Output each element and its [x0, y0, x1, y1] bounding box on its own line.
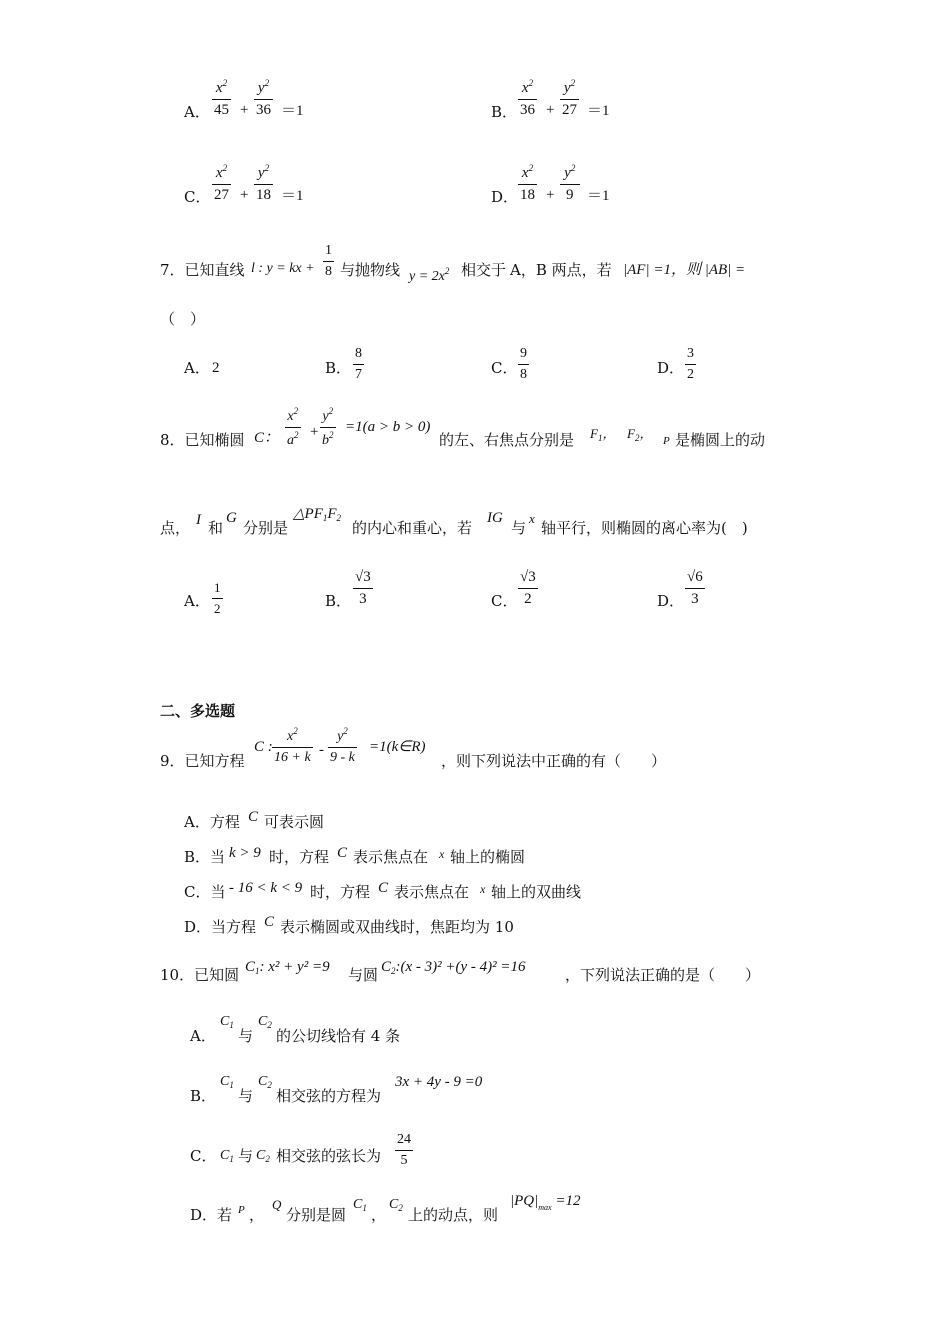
fraction: $\frac{9}{8}$	[520, 346, 527, 382]
option-label: A．	[184, 103, 210, 121]
fraction: $\frac{y^2}{18}$	[256, 163, 271, 203]
fraction: $\frac{x^2}{36}$	[520, 78, 535, 118]
section-heading: 二、多选题	[160, 702, 236, 720]
option-label: C．	[184, 188, 211, 206]
fraction: $\frac{x^2}{16 + k}$	[274, 726, 311, 765]
fraction: $\frac{x^2}{a^2}$	[287, 406, 299, 448]
fraction: $\frac{8}{7}$	[355, 346, 362, 382]
fraction: $\frac{3}{2}$	[687, 346, 694, 382]
fraction: $\frac{y^2}{36}$	[256, 78, 271, 118]
fraction: $\frac{1}{2}$	[214, 580, 221, 616]
option-label: D．	[491, 188, 519, 206]
fraction: $\frac{x^2}{18}$	[520, 163, 535, 203]
fraction: $\frac{√6}{3}$	[687, 569, 703, 607]
fraction: $\frac{24}{5}$	[397, 1132, 411, 1168]
fraction: $\frac{√3}{3}$	[355, 569, 371, 607]
fraction: $\frac{x^2}{27}$	[214, 163, 229, 203]
option-label: B．	[491, 103, 518, 121]
fraction: $\frac{x^2}{45}$	[214, 78, 229, 118]
fraction: $\frac{y^2}{9}$	[560, 163, 580, 204]
fraction: $\frac{y^2}{9 - k}$	[330, 726, 355, 765]
fraction: $\frac{1}{8}$	[325, 243, 332, 279]
fraction: $\frac{√3}{2}$	[520, 569, 536, 607]
fraction: $\frac{y^2}{b^2}$	[322, 406, 334, 448]
fraction: $\frac{y^2}{27}$	[562, 78, 577, 118]
